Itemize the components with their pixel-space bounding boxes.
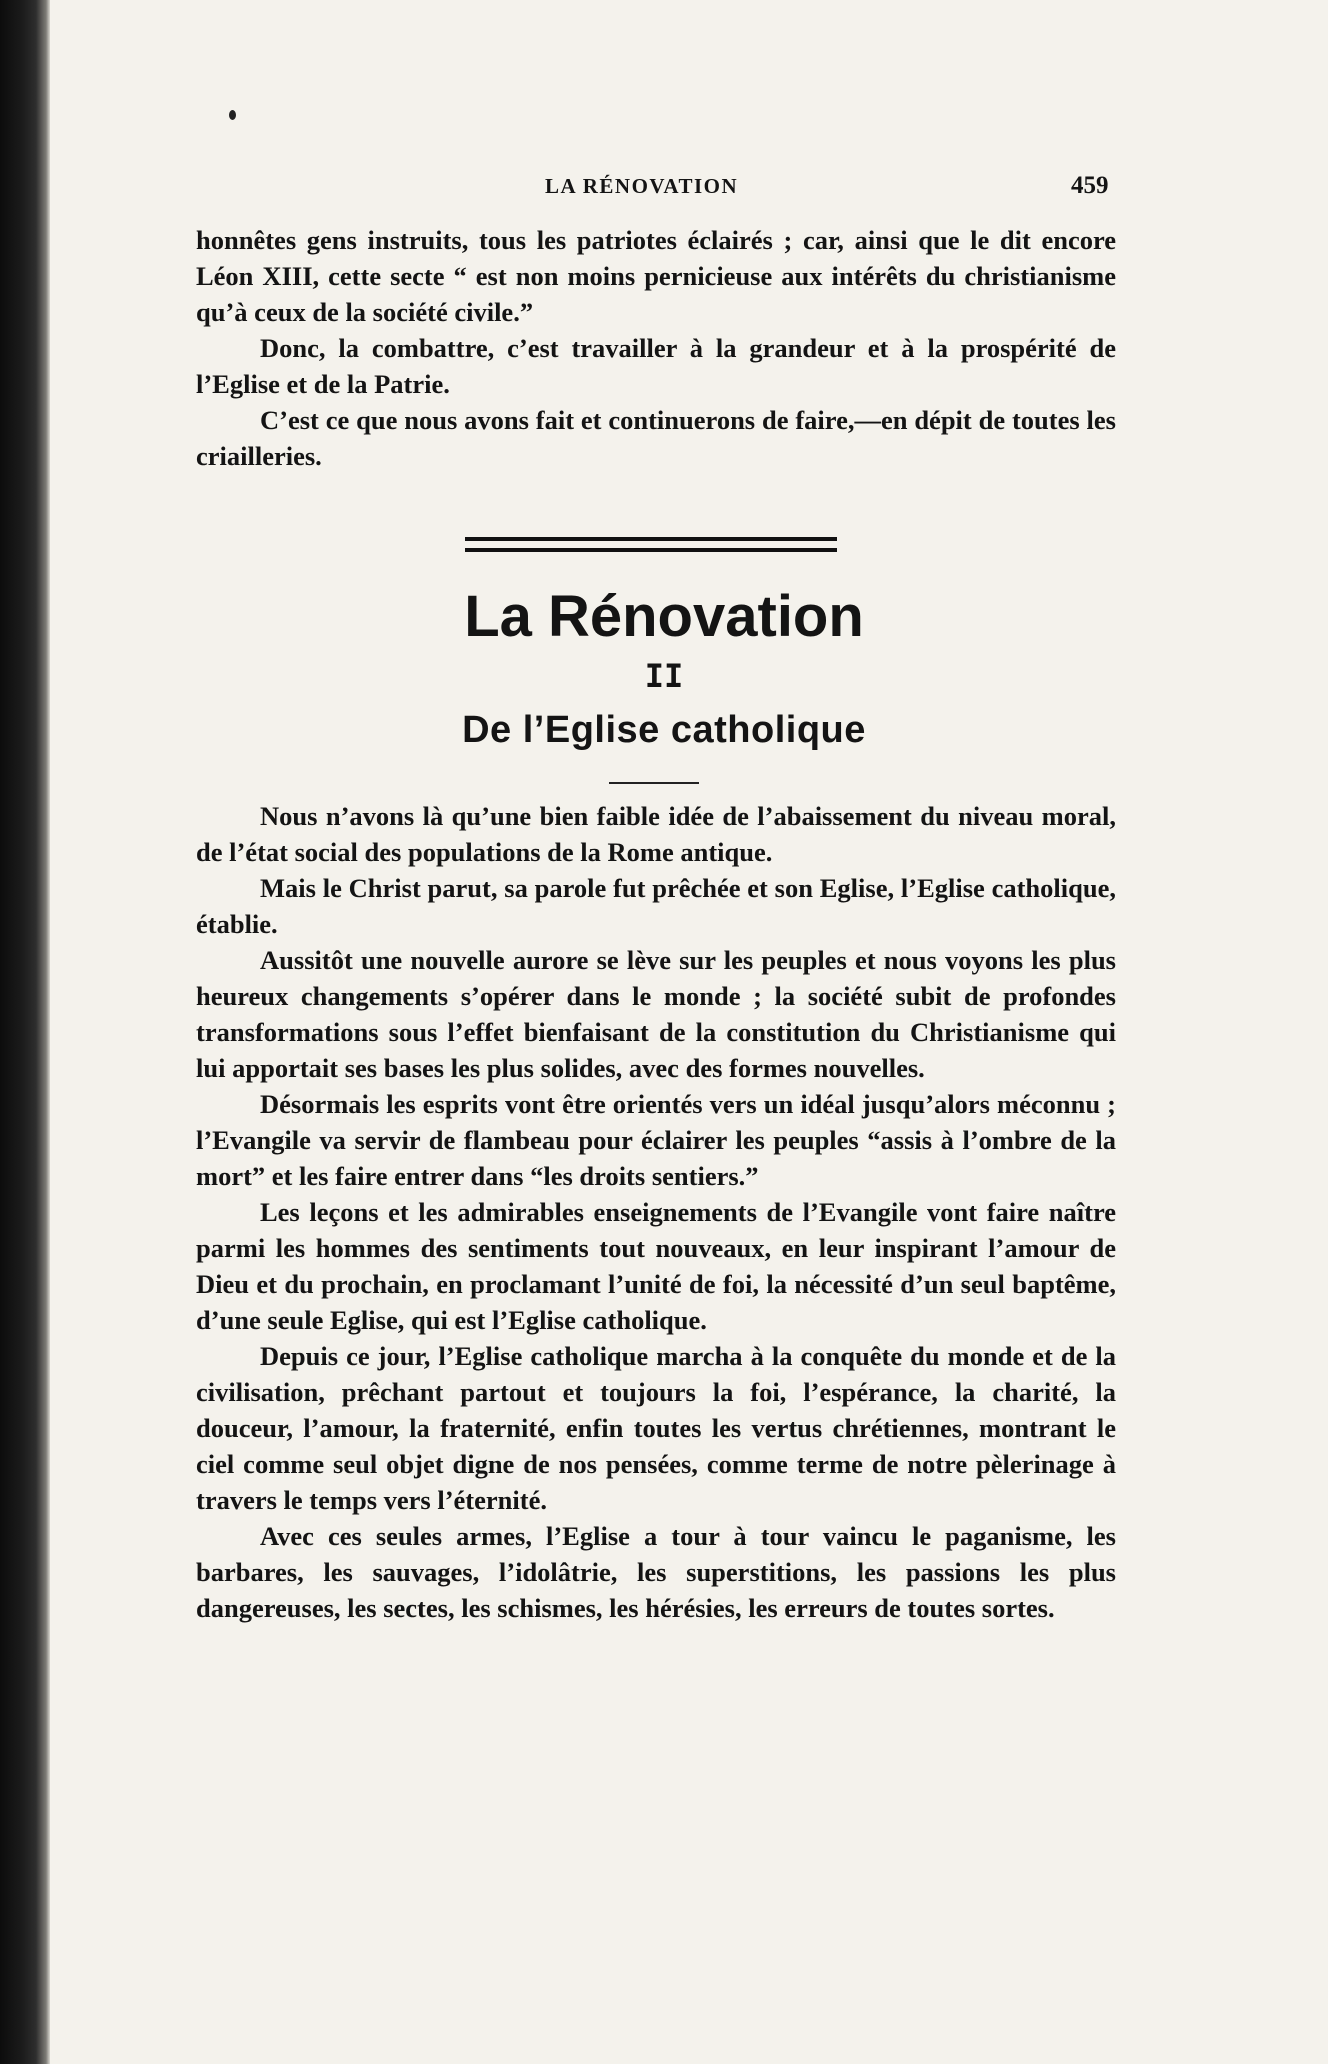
running-title: LA RÉNOVATION — [545, 174, 739, 198]
paragraph: Les leçons et les admirables enseignements de l’Evangile vont faire naître parmi les hommes des sentiments tout nouveaux, en leur inspirant l’amour de Dieu et du prochain, en proclamant l’unité de foi, la nécessité d’un seul baptême, d’une seule Eglise, qui est l’Eglise catholique. — [196, 1197, 1116, 1335]
article-body — [196, 798, 1116, 1626]
ink-speck — [229, 110, 236, 120]
paragraph: C’est ce que nous avons fait et continuerons de faire,—en dépit de toutes les criailleries. — [196, 405, 1116, 471]
paragraph: Aussitôt une nouvelle aurore se lève sur les peuples et nous voyons les plus heureux changements s’opérer dans le monde ; la société subit de profondes transformations sous l’effet bienfaisant de la constitution du Christianisme qui lui apportait ses bases les plus solides, avec des formes nouvelles. — [196, 945, 1116, 1083]
section-divider-top — [465, 537, 837, 541]
paragraph: Nous n’avons là qu’une bien faible idée de l’abaissement du niveau moral, de l’état social des populations de la Rome antique. — [196, 801, 1116, 867]
running-head — [0, 174, 1328, 204]
article-title: La Rénovation — [464, 584, 864, 649]
paragraph: honnêtes gens instruits, tous les patriotes éclairés ; car, ainsi que le dit encore Léon XIII, cette secte “ est non moins pernicieuse aux intérêts du christianisme qu’à ceux de la société civile.” — [196, 225, 1116, 327]
paragraph: Avec ces seules armes, l’Eglise a tour à tour vaincu le paganisme, les barbares, les sauvages, l’idolâtrie, les superstitions, les passions les plus dangereuses, les sectes, les schismes, les hérésies, les erreurs de toutes sortes. — [196, 1521, 1116, 1623]
paragraph: Depuis ce jour, l’Eglise catholique marcha à la conquête du monde et de la civilisation, prêchant partout et toujours la foi, l’espérance, la charité, la douceur, l’amour, la fraternité, enfin toutes les vertus chrétiennes, montrant le ciel comme seul objet digne de nos pensées, comme terme de notre pèlerinage à travers le temps vers l’éternité. — [196, 1341, 1116, 1515]
paragraph: Donc, la combattre, c’est travailler à la grandeur et à la prospérité de l’Eglise et de la Patrie. — [196, 333, 1116, 399]
article-subtitle: De l’Eglise catholique — [462, 709, 866, 751]
page-number: 459 — [1071, 172, 1109, 199]
book-spine-shadow — [0, 0, 50, 2064]
paragraph: Mais le Christ parut, sa parole fut prêchée et son Eglise, l’Eglise catholique, établie. — [196, 873, 1116, 939]
continued-text — [196, 222, 1116, 474]
paragraph: Désormais les esprits vont être orientés vers un idéal jusqu’alors méconnu ; l’Evangile va servir de flambeau pour éclairer les peuples “assis à l’ombre de la mort” et les faire entrer dans “les droits sentiers.” — [196, 1089, 1116, 1191]
part-numeral: II — [644, 657, 684, 695]
section-divider-bottom — [465, 548, 837, 552]
title-rule — [609, 782, 699, 784]
